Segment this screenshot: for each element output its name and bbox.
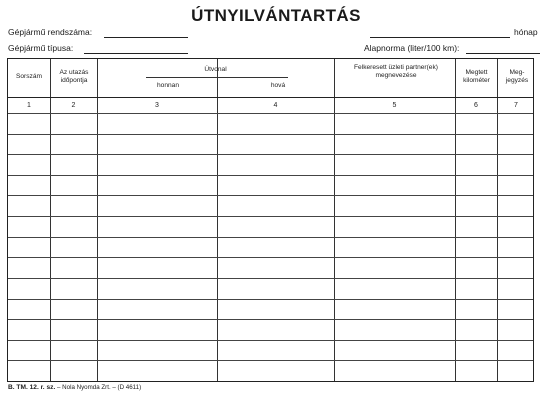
base-norm-label: Alapnorma (liter/100 km): bbox=[364, 43, 460, 53]
vehicle-type-row bbox=[8, 43, 544, 57]
table-row[interactable] bbox=[8, 278, 533, 299]
header-route: Útvonal bbox=[204, 66, 227, 73]
vehicle-registration-row bbox=[8, 27, 544, 41]
table-row[interactable] bbox=[8, 237, 533, 258]
vehicle-registration-label: Gépjármű rendszáma: bbox=[8, 27, 93, 37]
base-norm-field[interactable] bbox=[466, 53, 540, 54]
header-remarks: Meg-jegyzés bbox=[505, 69, 529, 84]
table-row[interactable] bbox=[8, 360, 533, 381]
table-row[interactable] bbox=[8, 340, 533, 361]
column-number: 4 bbox=[273, 102, 278, 109]
form-code: B. TM. 12. r. sz. bbox=[8, 384, 56, 391]
form-footer bbox=[8, 384, 141, 391]
table-row[interactable] bbox=[8, 134, 533, 155]
column-number: 2 bbox=[71, 102, 76, 109]
column-number: 5 bbox=[392, 102, 397, 109]
header-distance: Megtett kilométer bbox=[463, 69, 490, 84]
header-serial: Sorszám bbox=[15, 73, 42, 80]
header-separator bbox=[8, 97, 533, 98]
table-row[interactable] bbox=[8, 154, 533, 175]
column-number: 1 bbox=[27, 102, 31, 109]
publisher-info: – Nola Nyomda Zrt. – (D 4611) bbox=[57, 384, 142, 391]
table-row[interactable] bbox=[8, 195, 533, 216]
month-field[interactable] bbox=[370, 37, 510, 38]
header-route-to: hová bbox=[270, 82, 286, 89]
table-row[interactable] bbox=[8, 113, 533, 134]
form-title: ÚTNYILVÁNTARTÁS bbox=[191, 6, 361, 25]
column-number: 6 bbox=[474, 102, 478, 109]
trip-log-table bbox=[7, 58, 534, 382]
table-row[interactable] bbox=[8, 216, 533, 237]
table-row[interactable] bbox=[8, 257, 533, 278]
table-row[interactable] bbox=[8, 299, 533, 320]
vehicle-registration-field[interactable] bbox=[104, 37, 188, 38]
vehicle-type-field[interactable] bbox=[84, 53, 188, 54]
table-row[interactable] bbox=[8, 319, 533, 340]
month-label: hónap bbox=[514, 27, 538, 37]
header-partner: Felkeresett üzleti partner(ek) megnevezése bbox=[354, 64, 438, 79]
column-number: 7 bbox=[514, 102, 518, 109]
header-route-from: honnan bbox=[156, 82, 179, 89]
route-underline bbox=[146, 77, 288, 78]
header-departure-time: Az utazás időpontja bbox=[59, 69, 89, 84]
column-number: 3 bbox=[155, 102, 159, 109]
vehicle-type-label: Gépjármű típusa: bbox=[8, 43, 74, 53]
table-row[interactable] bbox=[8, 175, 533, 196]
